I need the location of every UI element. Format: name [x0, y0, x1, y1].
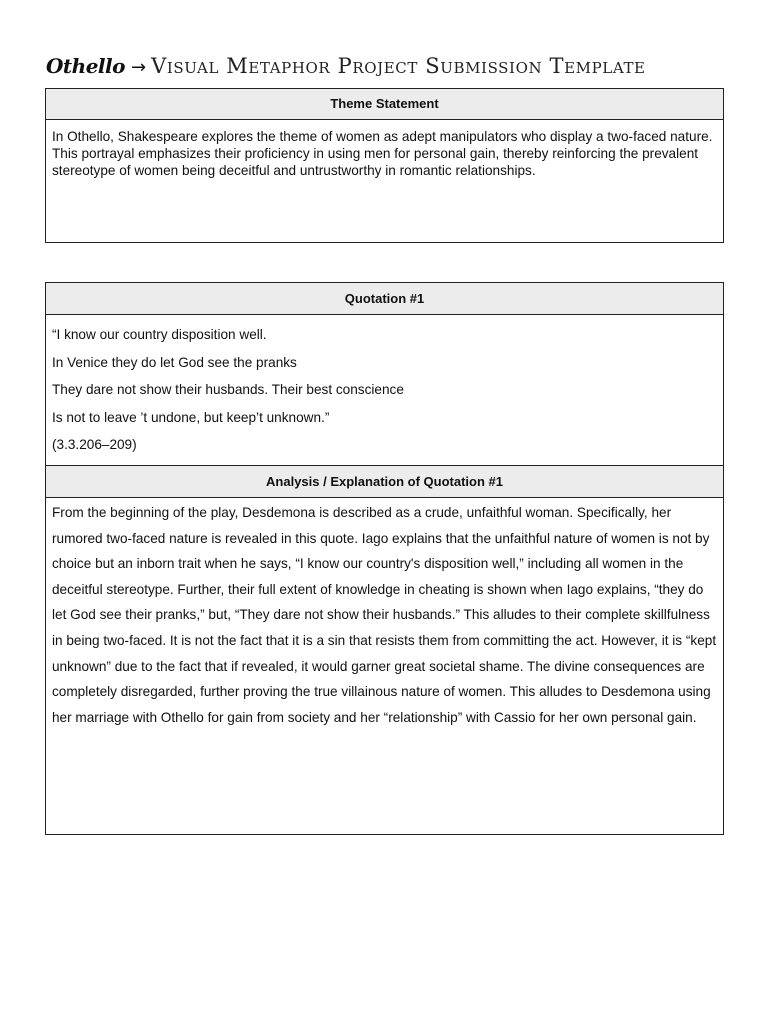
theme-statement-heading: Theme Statement	[46, 89, 723, 120]
quotation-line: Is not to leave ’t undone, but keep’t unknown.”	[52, 409, 330, 425]
quotation-heading: Quotation #1	[46, 283, 723, 315]
page-title	[46, 52, 646, 82]
quotation-line: In Venice they do let God see the pranks	[52, 354, 297, 370]
quotation-citation: (3.3.206–209)	[52, 437, 137, 452]
quotation-line: They dare not show their husbands. Their best conscience	[52, 382, 404, 397]
quotation-line: “I know our country disposition well.	[52, 327, 267, 342]
title-subtitle: Visual Metaphor Project Submission Template	[151, 54, 646, 78]
theme-statement-text: In Othello, Shakespeare explores the theme of women as adept manipulators who display a two-faced nature. This portrayal emphasizes their proficiency in using men for personal gain, thereby reinforcing the prevalent stereotype of women being deceitful and untrustworthy in romantic relationships.	[52, 129, 713, 178]
quotation-table	[45, 282, 724, 835]
arrow-icon: →	[130, 57, 147, 78]
title-work-name: Othello	[46, 54, 125, 78]
quotation-body	[46, 315, 723, 466]
theme-statement-table	[45, 88, 724, 243]
analysis-text: From the beginning of the play, Desdemona is described as a crude, unfaithful woman. Specifically, her rumored two-faced nature is revealed in this quote. Iago explains that the unfaithful nature of women is not by choice but an inborn trait when he says, “I know our country's disposition well,” including all women in the deceitful stereotype. Further, their full extent of knowledge in cheating is shown when Iago explains, “they do let God see their pranks,” but, “They dare not show their husbands.” This alludes to their complete skillfulness in being two-faced. It is not the fact that it is a sin that resists them from committing the act. However, it is “kept unknown” due to the fact that if revealed, it would garner great societal shame. The divine consequences are completely disregarded, further proving the true villainous nature of women. This alludes to Desdemona using her marriage with Othello for gain from society and her “relationship” with Cassio for her own personal gain.	[52, 505, 717, 725]
analysis-heading: Analysis / Explanation of Quotation #1	[46, 466, 723, 498]
